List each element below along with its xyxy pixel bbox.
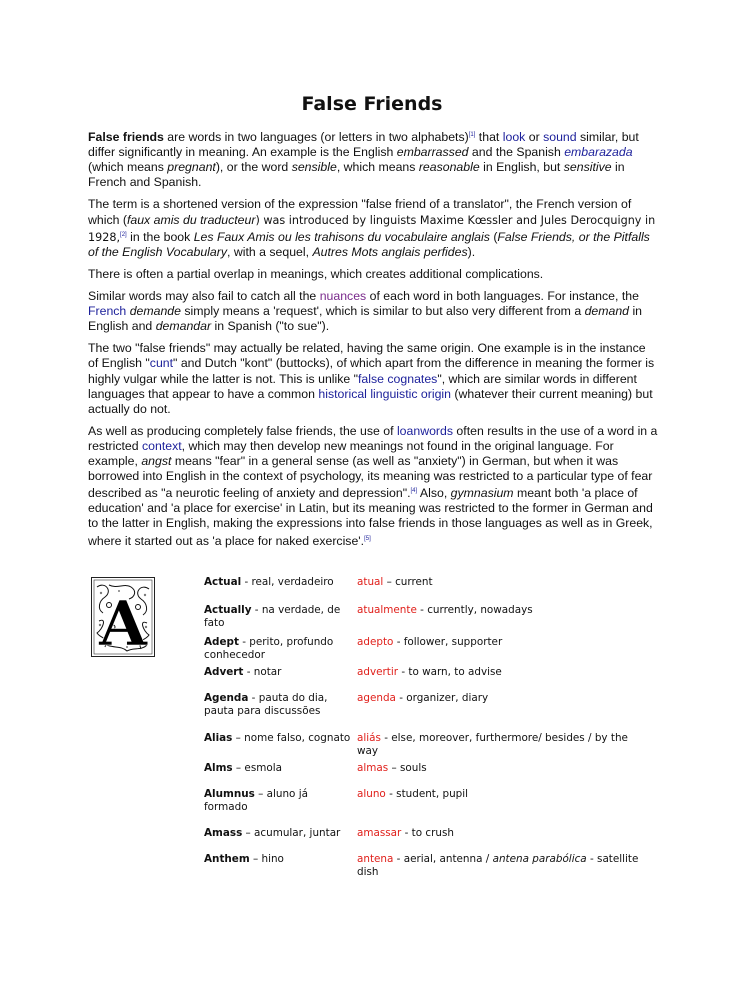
vocab-false-friend: atual bbox=[357, 576, 384, 588]
vocab-portuguese: – aluno já formado bbox=[204, 788, 308, 813]
paragraph-nuances: Similar words may also fail to catch all the nuances of each word in both languages. For instance, the French demande simply means a 'request', which is similar to but also very different from a demand in English and demandar in Spanish ("to sue"). bbox=[88, 289, 643, 334]
link-historical-linguistic-origin[interactable]: historical linguistic origin bbox=[318, 386, 451, 401]
reference-2[interactable]: [2] bbox=[120, 231, 127, 238]
paragraph-origin: The term is a shortened version of the expression "false friend of a translator", the French version of which (faux amis du traducteur) was introduced by linguists Maxime Kœssler and Jules Derocquigny in 1928,[2] in the book Les Faux Amis ou les trahisons du vocabulaire anglais (False Friends, or the Pitfalls of the English Vocabulary, with a sequel, Autres Mots anglais perfides). bbox=[88, 197, 656, 259]
vocab-english: - else, moreover, furthermore/ besides / by the way bbox=[357, 732, 628, 757]
paragraph-related: The two "false friends" may actually be related, having the same origin. One example is in the instance of English "cunt" and Dutch "kont" (buttocks), of which apart from the difference in meaning the former is highly vulgar while the latter is not. This is unlike "false cognates", which are similar words in different languages that appear to have a common historical linguistic origin (whatever their current meaning) but actually do not. bbox=[88, 341, 655, 416]
vocab-english: – souls bbox=[388, 762, 427, 774]
vocab-word: Agenda bbox=[204, 692, 249, 704]
vocab-false-friend: antena bbox=[357, 853, 394, 865]
vocab-english-tail: - satellite dish bbox=[357, 853, 639, 878]
reference-5[interactable]: [5] bbox=[364, 535, 371, 542]
vocab-portuguese: – nome falso, cognato bbox=[232, 732, 351, 744]
vocab-english-italic: antena parabólica bbox=[492, 853, 587, 865]
link-false-cognates[interactable]: false cognates bbox=[358, 371, 438, 386]
link-nuances[interactable]: nuances bbox=[319, 289, 367, 304]
drop-cap-letter: A bbox=[98, 587, 148, 657]
vocab-english: - to warn, to advise bbox=[398, 666, 502, 678]
reference-4[interactable]: [4] bbox=[410, 488, 418, 495]
vocab-word: Alumnus bbox=[204, 788, 255, 800]
vocab-false-friend: advertir bbox=[357, 666, 399, 678]
vocab-english: - to crush bbox=[401, 827, 454, 839]
vocab-word: Anthem bbox=[204, 853, 250, 865]
vocab-false-friend: amassar bbox=[357, 827, 402, 839]
vocab-portuguese: - na verdade, de fato bbox=[204, 604, 341, 629]
vocab-false-friend: agenda bbox=[357, 692, 396, 704]
vocab-english: - student, pupil bbox=[385, 788, 469, 800]
vocab-false-friend: aluno bbox=[357, 788, 386, 800]
vocab-portuguese: - pauta do dia, pauta para discussões bbox=[204, 692, 328, 717]
vocab-word: Alms bbox=[204, 762, 233, 774]
vocab-portuguese: - notar bbox=[243, 666, 282, 678]
vocab-false-friend: almas bbox=[357, 762, 389, 774]
vocab-word: Alias bbox=[204, 732, 233, 744]
paragraph-loanwords: As well as producing completely false friends, the use of loanwords often results in the use of a word in a restricted context, which may then develop new meanings not found in the original language. For example, angst means "fear" in a general sense (as well as "anxiety") in German, but when it was borrowed into English in the context of psychology, its meaning was restricted to a particular type of fear described as "a neurotic feeling of anxiety and depression".[4] Also, gymnasium meant both 'a place of education' and 'a place for exercise' in Latin, but its meaning was restricted to the former in German and to the latter in English, making the expressions into false friends in those languages as well as in Greek, where it started out as 'a place for naked exercise'.[5] bbox=[88, 423, 658, 548]
link-cunt[interactable]: cunt bbox=[149, 356, 174, 371]
vocab-word: Advert bbox=[204, 666, 244, 678]
vocab-portuguese: - perito, profundo conhecedor bbox=[204, 636, 334, 661]
vocab-false-friend: aliás bbox=[357, 732, 381, 744]
link-context[interactable]: context bbox=[142, 438, 182, 453]
link-embarazada[interactable]: embarazada bbox=[564, 145, 633, 160]
term-false-friends: False friends bbox=[88, 130, 164, 145]
link-look[interactable]: look bbox=[502, 130, 526, 145]
vocab-false-friend: adepto bbox=[357, 636, 394, 648]
vocab-english: - currently, nowadays bbox=[416, 604, 533, 616]
vocab-english: - follower, supporter bbox=[393, 636, 503, 648]
vocab-portuguese: – hino bbox=[249, 853, 284, 865]
vocab-portuguese: – acumular, juntar bbox=[242, 827, 341, 839]
vocab-english: - aerial, antenna / bbox=[393, 853, 493, 865]
link-french[interactable]: French bbox=[88, 304, 127, 319]
vocab-word: Adept bbox=[204, 636, 239, 648]
link-sound[interactable]: sound bbox=[543, 130, 577, 145]
article-body bbox=[88, 128, 658, 556]
vocab-word: Actual bbox=[204, 576, 242, 588]
link-loanwords[interactable]: loanwords bbox=[396, 423, 454, 438]
vocab-word: Amass bbox=[204, 827, 243, 839]
vocab-portuguese: – esmola bbox=[232, 762, 282, 774]
vocab-false-friend: atualmente bbox=[357, 604, 417, 616]
paragraph-overlap: There is often a partial overlap in meanings, which creates additional complications. bbox=[88, 266, 544, 281]
vocab-english: – current bbox=[383, 576, 433, 588]
vocab-portuguese: - real, verdadeiro bbox=[241, 576, 334, 588]
page-title: False Friends bbox=[301, 93, 443, 115]
vocab-english: - organizer, diary bbox=[395, 692, 489, 704]
vocab-word: Actually bbox=[204, 604, 252, 616]
paragraph-intro: False friends are words in two languages (or letters in two alphabets)[1] that look or sound similar, but differ significantly in meaning. An example is the English embarrassed and the Spanish embarazada (which means pregnant), or the word sensible, which means reasonable in English, but sensitive in French and Spanish. bbox=[88, 130, 639, 190]
reference-1[interactable]: [1] bbox=[468, 132, 476, 138]
ornamental-drop-cap-a bbox=[91, 577, 155, 657]
